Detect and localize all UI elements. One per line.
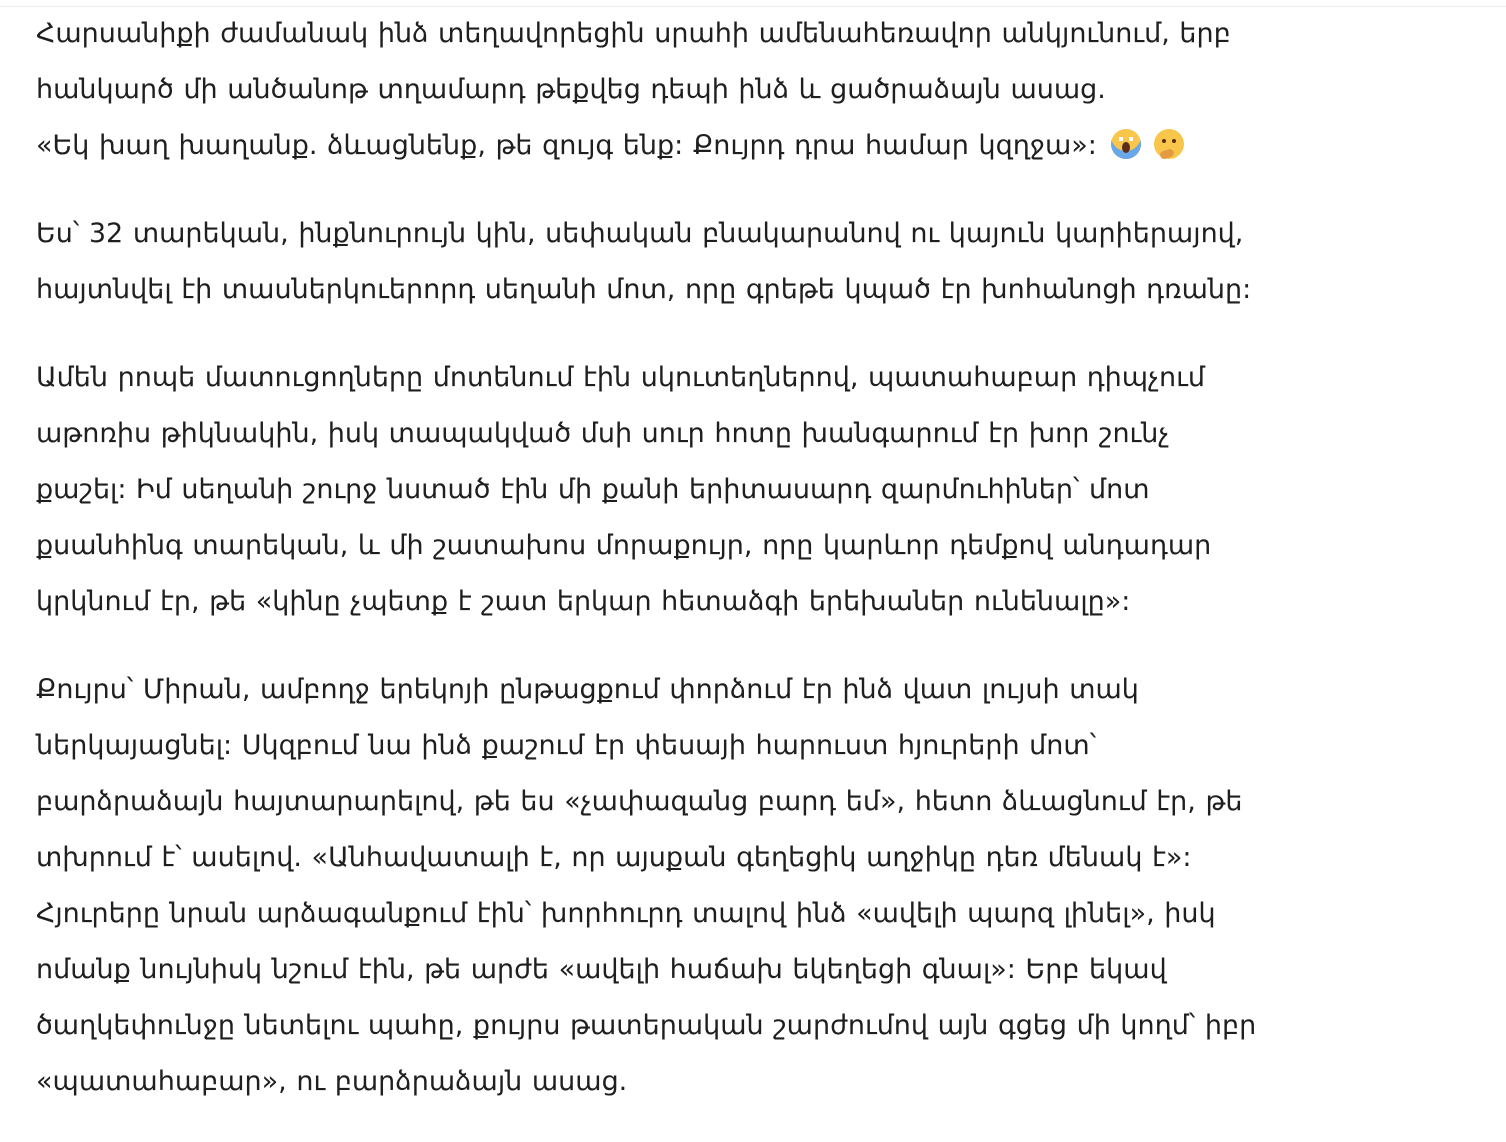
paragraph-4-line-2: ներկայացնել: Սկզբում նա ինձ քաշում էր փեսայի հարուստ հյուրերի մոտ՝	[36, 730, 1097, 761]
paragraph-4-line-1: Քույրս՝ Միրան, ամբողջ երեկոյի ընթացքում փորձում էր ինձ վատ լույսի տակ	[36, 674, 1139, 705]
paragraph-4-line-4: տխրում է՝ ասելով. «Անհավատալի է, որ այսքան գեղեցիկ աղջիկը դեռ մենակ է»:	[36, 842, 1192, 873]
paragraph-1-line-1: Հարսանիքի ժամանակ ինձ տեղավորեցին սրահի ամենահեռավոր անկյունում, երբ	[36, 18, 1231, 49]
paragraph-4-line-5: Հյուրերը նրան արձագանքում էին՝ խորհուրդ տալով ինձ «ավելի պարզ լինել», իսկ	[36, 898, 1216, 929]
paragraph-2	[36, 206, 1326, 318]
paragraph-4-line-6: ոմանք նույնիսկ նշում էին, թե արժե «ավելի հաճախ եկեղեցի գնալ»: Երբ եկավ	[36, 954, 1167, 985]
paragraph-3-line-3: քաշել: Իմ սեղանի շուրջ նստած էին մի քանի երիտասարդ զարմուհիներ՝ մոտ	[36, 474, 1150, 505]
paragraph-4	[36, 662, 1326, 1110]
paragraph-4-line-8: «պատահաբար», ու բարձրաձայն ասաց.	[36, 1066, 628, 1097]
paragraph-1-line-3	[36, 118, 1326, 174]
paragraph-3	[36, 350, 1326, 630]
paragraph-2-line-1: Ես՝ 32 տարեկան, ինքնուրույն կին, սեփական բնակարանով ու կայուն կարիերայով,	[36, 218, 1244, 249]
paragraph-4-line-3: բարձրաձայն հայտարարելով, թե ես «չափազանց բարդ եմ», հետո ձևացնում էր, թե	[36, 786, 1243, 817]
face-screaming-icon	[1111, 129, 1141, 159]
paragraph-3-line-4: քսանհինգ տարեկան, և մի շատախոս մորաքույր, որը կարևոր դեմքով անդադար	[36, 530, 1212, 561]
paragraph-4-line-7: ծաղկեփունջը նետելու պահը, քույրս թատերական շարժումով այն գցեց մի կողմ՝ իբր	[36, 1010, 1257, 1041]
paragraph-2-line-2: հայտնվել էի տասներկուերորդ սեղանի մոտ, որը գրեթե կպած էր խոհանոցի դռանը:	[36, 274, 1252, 305]
paragraph-3-line-2: աթոռիս թիկնակին, իսկ տապակված մսի սուր հոտը խանգարում էր խոր շունչ	[36, 418, 1170, 449]
article-body	[36, 6, 1326, 1142]
paragraph-1	[36, 6, 1326, 174]
paragraph-1-line-3-text: «Եկ խաղ խաղանք. ձևացնենք, թե զույգ ենք: Քույրդ դրա համար կզղջա»:	[36, 130, 1097, 161]
paragraph-3-line-5: կրկնում էր, թե «կինը չպետք է շատ երկար հետաձգի երեխաներ ունենալը»:	[36, 586, 1131, 617]
paragraph-3-line-1: Ամեն րոպե մատուցողները մոտենում էին սկուտեղներով, պատահաբար դիպչում	[36, 362, 1205, 393]
thinking-face-icon	[1154, 129, 1184, 159]
paragraph-1-line-2: հանկարծ մի անծանոթ տղամարդ թեքվեց դեպի ինձ և ցածրաձայն ասաց.	[36, 74, 1106, 105]
